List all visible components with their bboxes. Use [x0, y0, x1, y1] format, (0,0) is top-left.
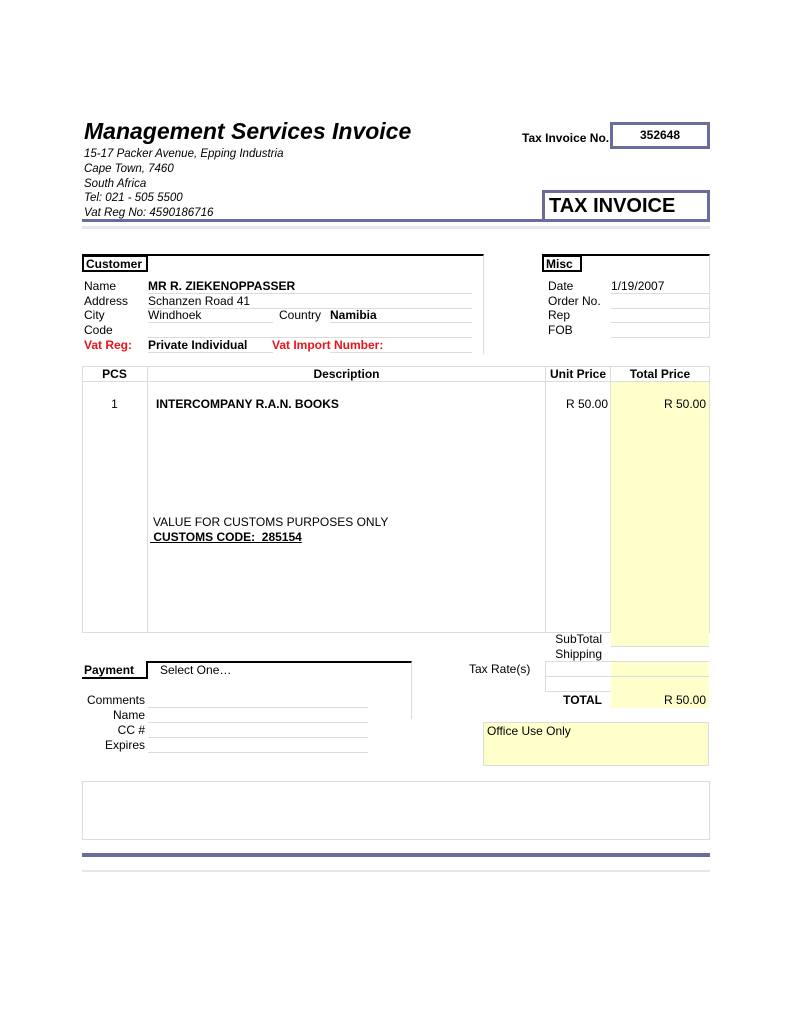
col-header-pcs: PCS: [102, 367, 127, 381]
order-no-label: Order No.: [548, 294, 601, 308]
tax-invoice-no-label: Tax Invoice No.: [522, 131, 610, 145]
payment-section-label: Payment: [82, 663, 148, 679]
rep-label: Rep: [548, 308, 571, 322]
address-label: Address: [84, 294, 129, 308]
subtotal-field: [611, 632, 709, 647]
fob-label: FOB: [548, 323, 573, 337]
header-divider-light: [82, 226, 710, 229]
code-label: Code: [84, 323, 113, 337]
city-label: City: [84, 308, 105, 322]
item-description[interactable]: INTERCOMPANY R.A.N. BOOKS: [156, 397, 339, 411]
address-line-2: Cape Town, 7460: [84, 163, 174, 175]
vat-reg-field[interactable]: Private Individual: [148, 338, 273, 353]
order-no-field[interactable]: [611, 294, 709, 309]
footer-divider-light: [82, 870, 710, 872]
total-field: R 50.00: [611, 692, 709, 708]
expires-field[interactable]: [148, 738, 368, 753]
comments-field[interactable]: [148, 693, 368, 708]
header-row-divider: [82, 381, 710, 382]
date-field[interactable]: 1/19/2007: [611, 279, 709, 294]
col-header-unit-price: Unit Price: [549, 367, 606, 381]
header-divider: [82, 219, 544, 222]
comments-label: Comments: [86, 693, 145, 707]
expires-label: Expires: [104, 738, 145, 752]
country-label: Country: [279, 308, 322, 322]
col-divider-1: [147, 366, 148, 633]
item-total-price: R 50.00: [663, 397, 706, 411]
payment-name-label: Name: [112, 708, 145, 722]
col-header-total-price: Total Price: [629, 367, 691, 381]
rep-field[interactable]: [611, 308, 709, 323]
date-label: Date: [548, 279, 574, 293]
fob-field[interactable]: [611, 323, 709, 338]
customer-name-field[interactable]: MR R. ZIEKENOPPASSER: [148, 279, 472, 294]
customs-note: VALUE FOR CUSTOMS PURPOSES ONLY: [153, 515, 389, 529]
vat-import-field[interactable]: [330, 338, 472, 353]
misc-section-label: Misc: [542, 255, 582, 272]
address-line-3: South Africa: [84, 178, 147, 190]
customer-country-field[interactable]: Namibia: [330, 308, 472, 323]
office-use-box: Office Use Only: [483, 722, 709, 766]
total-label: TOTAL: [563, 693, 602, 707]
col-header-description: Description: [313, 367, 380, 381]
footer-divider: [82, 853, 710, 857]
payment-method-select[interactable]: Select One…: [160, 663, 232, 677]
subtotal-label: SubTotal: [555, 632, 602, 646]
doc-type-box: TAX INVOICE: [542, 190, 710, 222]
shipping-label: Shipping: [555, 647, 602, 661]
customs-code: CUSTOMS CODE: 285154: [150, 530, 302, 544]
cc-field[interactable]: [148, 723, 368, 738]
invoice-title: Management Services Invoice: [84, 118, 412, 144]
phone-line: Tel: 021 - 505 5500: [84, 192, 183, 204]
address-line-1: 15-17 Packer Avenue, Epping Industria: [84, 148, 284, 160]
vat-import-label: Vat Import Number:: [272, 338, 384, 352]
total-price-column-bg: [611, 382, 709, 632]
tax-rates-label: Tax Rate(s): [469, 662, 531, 676]
customer-city-field[interactable]: Windhoek: [148, 308, 273, 323]
item-unit-price[interactable]: R 50.00: [565, 397, 608, 411]
tax-rate-divider: [545, 676, 611, 677]
tax-invoice-no-field[interactable]: 352648: [610, 122, 710, 149]
customer-address-field[interactable]: Schanzen Road 41: [148, 294, 472, 309]
notes-box[interactable]: [82, 781, 710, 840]
item-pcs[interactable]: 1: [111, 397, 118, 411]
payment-name-field[interactable]: [148, 708, 368, 723]
vat-reg-label: Vat Reg:: [84, 338, 133, 352]
customer-section-label: Customer: [82, 255, 148, 272]
cc-label: CC #: [117, 723, 145, 737]
shipping-field[interactable]: [611, 647, 709, 662]
tax-amount-divider: [611, 676, 709, 677]
vat-reg-line: Vat Reg No: 4590186716: [84, 207, 214, 219]
customer-code-field[interactable]: [148, 323, 472, 338]
name-label: Name: [84, 279, 117, 293]
